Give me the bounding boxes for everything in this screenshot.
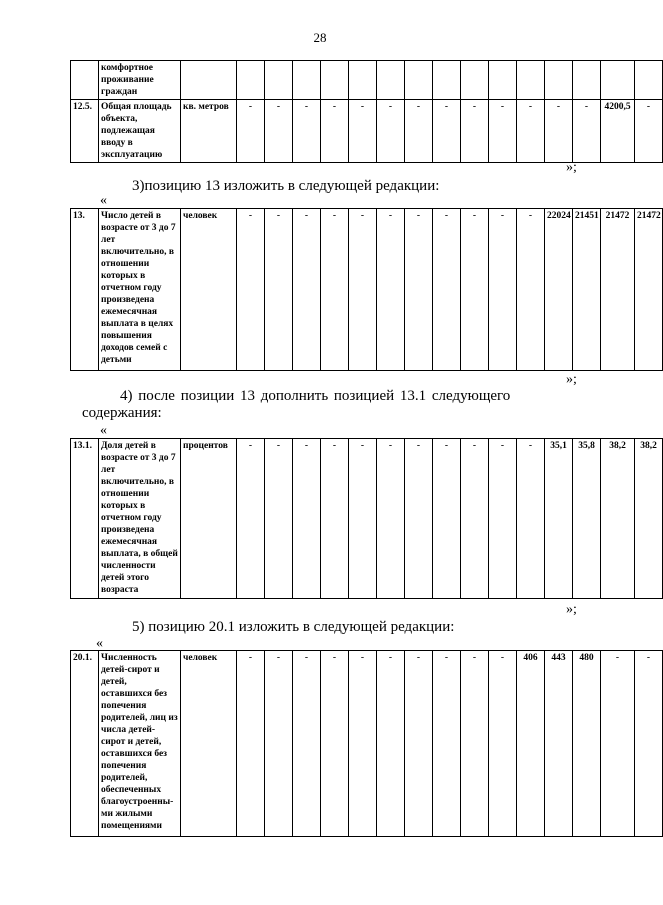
opening-quote: « — [96, 636, 103, 651]
value-cell: - — [377, 439, 405, 599]
value-cell: - — [461, 100, 489, 163]
value-cell: 480 — [573, 651, 601, 837]
closing-quote: »; — [566, 372, 577, 387]
value-cell — [489, 61, 517, 100]
table-row — [71, 61, 663, 100]
value-cell: - — [489, 100, 517, 163]
indicator-name: комфортное проживание граждан — [99, 61, 181, 100]
unit-of-measure: человек — [181, 209, 237, 371]
value-cell: - — [433, 100, 461, 163]
value-cell: - — [293, 439, 321, 599]
value-cell: - — [545, 100, 573, 163]
value-cell: 21472 — [635, 209, 663, 371]
item-4-heading: 4) после позиции 13 дополнить позицией 13.1 следующего — [120, 388, 511, 404]
value-cell — [349, 61, 377, 100]
value-cell: - — [635, 651, 663, 837]
value-cell: - — [405, 100, 433, 163]
value-cell — [517, 61, 545, 100]
value-cell: - — [321, 209, 349, 371]
value-cell: - — [293, 100, 321, 163]
value-cell: - — [517, 100, 545, 163]
value-cell: 21472 — [601, 209, 635, 371]
value-cell — [461, 61, 489, 100]
value-cell: - — [293, 651, 321, 837]
value-cell: - — [237, 439, 265, 599]
item-5-heading: 5) позицию 20.1 изложить в следующей редакции: — [132, 619, 455, 635]
value-cell — [321, 61, 349, 100]
value-cell — [573, 61, 601, 100]
unit-of-measure: человек — [181, 651, 237, 837]
indicator-name: Число детей в возрасте от 3 до 7 лет включительно, в отношении которых в отчетном году произведена ежемесячная выплата в целях повышения доходов семей с детьми — [99, 209, 181, 371]
value-cell: 4200,5 — [601, 100, 635, 163]
value-cell: - — [517, 439, 545, 599]
value-cell — [377, 61, 405, 100]
value-cell: - — [377, 209, 405, 371]
value-cell: - — [601, 651, 635, 837]
value-cell: - — [349, 439, 377, 599]
row-number — [71, 61, 99, 100]
row-number: 13. — [71, 209, 99, 371]
value-cell: 38,2 — [601, 439, 635, 599]
value-cell: - — [265, 100, 293, 163]
value-cell: - — [265, 651, 293, 837]
value-cell: 38,2 — [635, 439, 663, 599]
value-cell: - — [433, 651, 461, 837]
table-row — [71, 209, 663, 371]
value-cell: - — [461, 209, 489, 371]
value-cell — [293, 61, 321, 100]
item-4-heading-cont: содержания: — [82, 405, 162, 421]
value-cell: 35,8 — [573, 439, 601, 599]
value-cell: - — [635, 100, 663, 163]
indicators-table-13 — [70, 208, 663, 371]
row-number: 20.1. — [71, 651, 99, 837]
value-cell: - — [237, 651, 265, 837]
value-cell: - — [349, 209, 377, 371]
value-cell: - — [349, 651, 377, 837]
row-number: 13.1. — [71, 439, 99, 599]
value-cell: - — [489, 651, 517, 837]
opening-quote: « — [100, 423, 107, 438]
value-cell: - — [265, 209, 293, 371]
indicator-name: Общая площадь объекта, подлежащая вводу в эксплуатацию — [99, 100, 181, 163]
indicator-name: Численность детей-сирот и детей, оставшихся без попечения родителей, лиц из числа детей-сирот и детей, оставшихся без попечения родителей, обеспеченных благоустроенны-ми жилыми помещениями — [99, 651, 181, 837]
value-cell: - — [461, 439, 489, 599]
indicators-table-20-1 — [70, 650, 663, 837]
value-cell: 443 — [545, 651, 573, 837]
value-cell: - — [349, 100, 377, 163]
value-cell: - — [377, 100, 405, 163]
value-cell — [237, 61, 265, 100]
value-cell: - — [405, 209, 433, 371]
value-cell: 22024 — [545, 209, 573, 371]
value-cell: - — [405, 651, 433, 837]
value-cell: - — [237, 100, 265, 163]
value-cell: - — [237, 209, 265, 371]
value-cell: - — [405, 439, 433, 599]
table-row — [71, 100, 663, 163]
value-cell: - — [377, 651, 405, 837]
indicators-table-13-1 — [70, 438, 663, 599]
value-cell — [601, 61, 635, 100]
value-cell — [545, 61, 573, 100]
page-number: 28 — [313, 30, 327, 45]
value-cell: - — [573, 100, 601, 163]
value-cell: - — [433, 439, 461, 599]
value-cell: - — [321, 651, 349, 837]
table-row — [71, 439, 663, 599]
indicators-table-12 — [70, 60, 663, 163]
value-cell: - — [293, 209, 321, 371]
value-cell: - — [489, 439, 517, 599]
value-cell: - — [265, 439, 293, 599]
value-cell — [405, 61, 433, 100]
table-row — [71, 651, 663, 837]
row-number: 12.5. — [71, 100, 99, 163]
value-cell — [433, 61, 461, 100]
value-cell: 21451 — [573, 209, 601, 371]
value-cell — [265, 61, 293, 100]
value-cell: - — [461, 651, 489, 837]
value-cell: - — [433, 209, 461, 371]
value-cell: - — [489, 209, 517, 371]
closing-quote: »; — [566, 602, 577, 617]
unit-of-measure: кв. метров — [181, 100, 237, 163]
value-cell: 35,1 — [545, 439, 573, 599]
value-cell: - — [321, 439, 349, 599]
value-cell: 406 — [517, 651, 545, 837]
item-3-heading: 3)позицию 13 изложить в следующей редакции: — [132, 178, 440, 194]
indicator-name: Доля детей в возрасте от 3 до 7 лет включительно, в отношении которых в отчетном году произведена ежемесячная выплата, в общей численности детей этого возраста — [99, 439, 181, 599]
value-cell: - — [517, 209, 545, 371]
value-cell — [635, 61, 663, 100]
value-cell: - — [321, 100, 349, 163]
unit-of-measure — [181, 61, 237, 100]
unit-of-measure: процентов — [181, 439, 237, 599]
opening-quote: « — [100, 193, 107, 208]
closing-quote: »; — [566, 160, 577, 175]
